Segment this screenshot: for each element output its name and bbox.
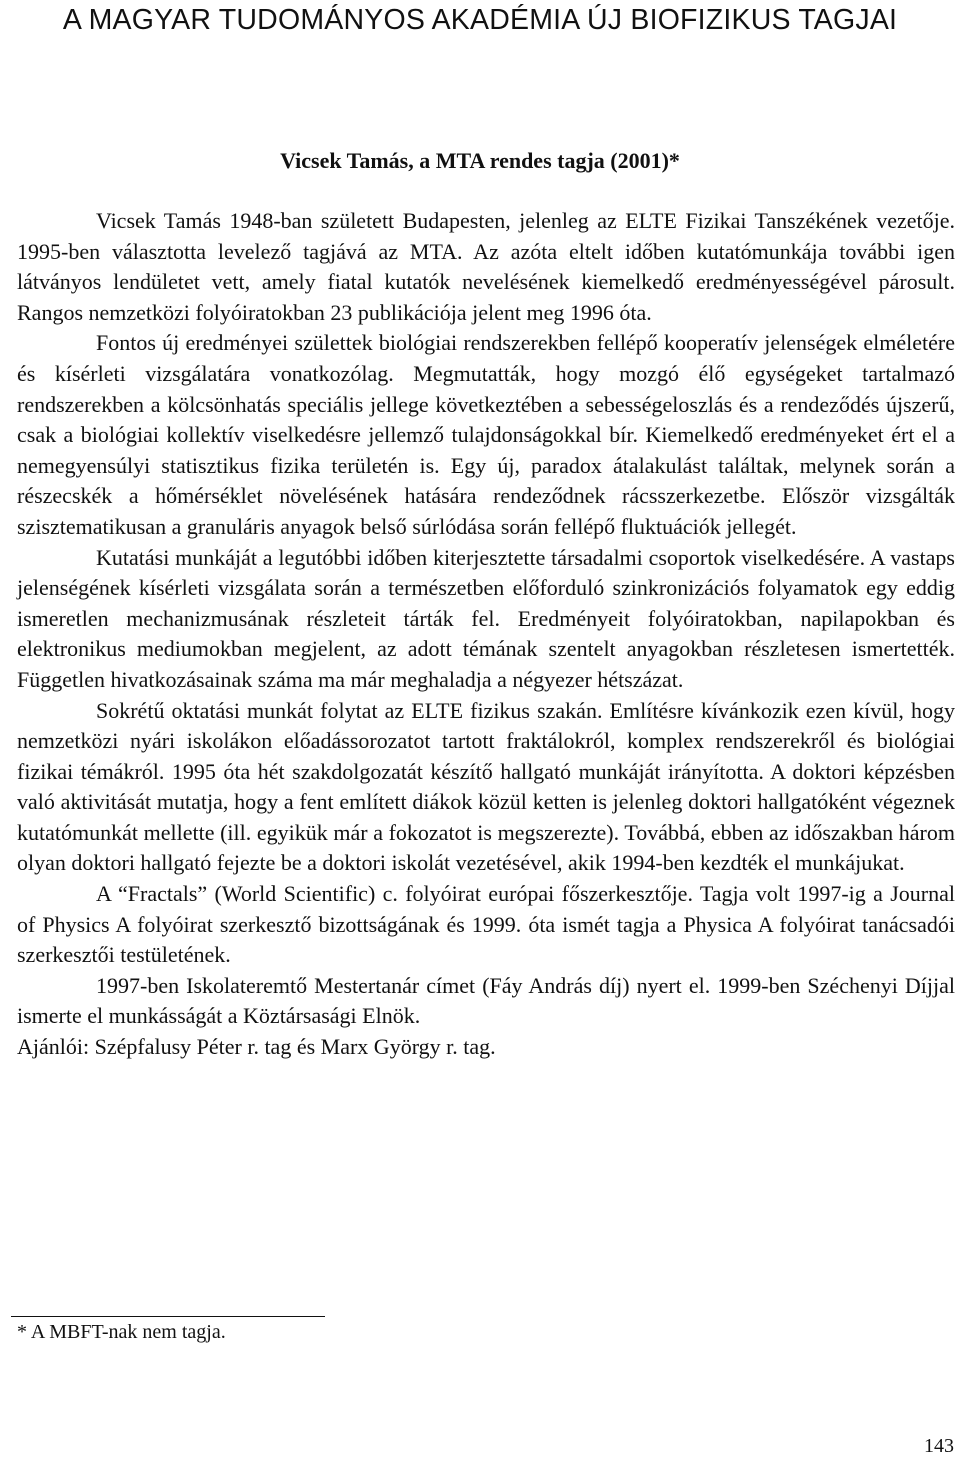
article-subtitle: Vicsek Tamás, a MTA rendes tagja (2001)* (280, 148, 680, 173)
page-number: 143 (924, 1435, 954, 1457)
paragraph-editorial: A “Fractals” (World Scientific) c. folyóirat európai főszerkesztője. Tagja volt 1997-ig a Journal of Physics A folyóirat szerkesztő bizottságának és 1999. óta ismét tagja a Physica A folyóirat tanácsadói szerkesztői testületének. (17, 881, 955, 968)
paragraph-social-research: Kutatási munkáját a legutóbbi időben kiterjesztette társadalmi csoportok viselkedésére. A vastaps jelenségének kísérleti vizsgálata során a természetben előforduló szinkronizációs folyamatok egy eddig ismeretlen mechanizmusának részleteit tárták fel. Eredményeit folyóiratokban, napilapokban és elektronikus mediumokban megjelent, az adott témának szentelt anyagokban részletesen ismertették. Független hivatkozásainak száma ma már meghaladja a négyezer hétszázat. (17, 544, 955, 692)
paragraph-intro: Vicsek Tamás 1948-ban született Budapesten, jelenleg az ELTE Fizikai Tanszékének vezetője. 1995-ben választotta levelező tagjává az MTA. Az azóta eltelt időben kutatómunkája további igen látványos lendületet vett, amely fiatal kutatók nevelésének kiemelkedő eredményességével párosult. Rangos nemzetközi folyóiratokban 23 publikációja jelent meg 1996 óta. (17, 208, 955, 325)
paragraph-awards: 1997-ben Iskolateremtő Mestertanár címet (Fáy András díj) nyert el. 1999-ben Széchenyi Díjjal ismerte el munkásságát a Köztársasági Elnök. (17, 972, 955, 1029)
paragraph-results: Fontos új eredményei születtek biológiai rendszerekben fellépő kooperatív jelenségek elméletére és kísérleti vizsgálatára vonatkozólag. Megmutatták, hogy mozgó élő egységeket tartalmazó rendszerekben a kölcsönhatás speciális jellege következtében a sebességeloszlás és a rendeződés újszerű, csak a biológiai kollektív viselkedésre jellemző tulajdonságokkal bír. Kiemelkedő eredményeket ért el a nemegyensúlyi statisztikus fizika területén is. Egy új, paradox átalakulást találtak, melynek során a részecskék a hőmérséklet növelésének hatására rendeződnek rácsszerkezetbe. Először vizsgálták szisztematikusan a granuláris anyagok belső súrlódása során fellépő fluktuációk jellegét. (17, 330, 955, 539)
footnote: * A MBFT-nak nem tagja. (17, 1321, 226, 1343)
footnote-divider (11, 1316, 325, 1317)
recommenders-line: Ajánlói: Szépfalusy Péter r. tag és Marx György r. tag. (17, 1034, 496, 1060)
page-title: A MAGYAR TUDOMÁNYOS AKADÉMIA ÚJ BIOFIZIKUS TAGJAI (62, 4, 898, 36)
paragraph-teaching: Sokrétű oktatási munkát folytat az ELTE fizikus szakán. Említésre kívánkozik ezen kívül, hogy nemzetközi nyári iskolákon előadássorozatot tartott fraktálokról, komplex rendszerekről és biológiai fizikai témákról. 1995 óta hét szakdolgozatát készítő hallgató munkáját irányította. A doktori képzésben való aktivitását mutatja, hogy a fent említett diákok közül ketten is jelenleg doktori hallgatóként végeznek kutatómunkát mellette (ill. egyikük már a fokozatot is megszerezte). Továbbá, ebben az időszakban három olyan doktori hallgató fejezte be a doktori iskolát vezetésével, akik 1994-ben kezdték el munkájukat. (17, 697, 955, 876)
article-body (17, 206, 955, 1063)
